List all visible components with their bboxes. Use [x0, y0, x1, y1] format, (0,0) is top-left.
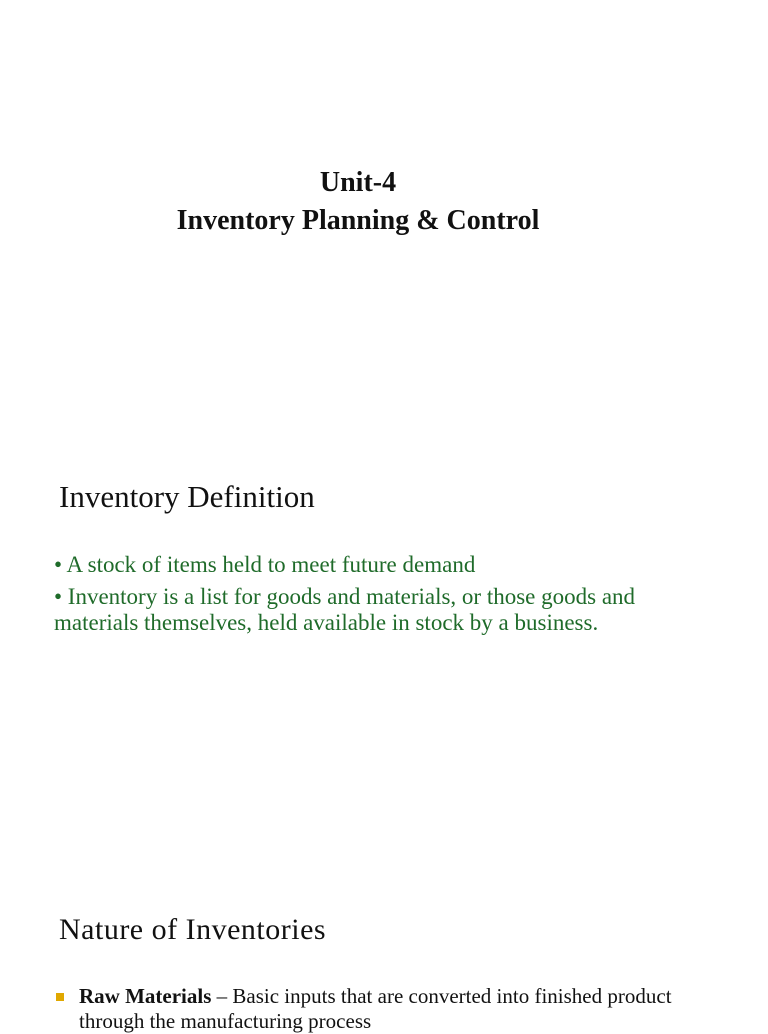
unit-title: Inventory Planning & Control: [176, 205, 540, 236]
definition-slide: [0, 470, 768, 870]
nature-term: Raw Materials: [79, 984, 212, 1008]
unit-label: Unit-4: [319, 167, 397, 198]
definition-bullet: • A stock of items held to meet future demand: [54, 552, 476, 577]
nature-slide: [0, 900, 768, 1033]
definition-list: [54, 552, 724, 642]
nature-heading: Nature of Inventories: [59, 913, 327, 946]
nature-description: – Basic inputs that are converted into finished product through the manufacturing process: [79, 984, 672, 1033]
title-slide: [0, 0, 768, 440]
definition-bullet: • Inventory is a list for goods and materials, or those goods and materials themselves, held available in stock by a business.: [54, 584, 636, 635]
square-bullet-icon: [56, 993, 64, 1001]
nature-item: [54, 984, 734, 1034]
definition-heading: Inventory Definition: [59, 479, 315, 514]
nature-list: [54, 984, 734, 1034]
